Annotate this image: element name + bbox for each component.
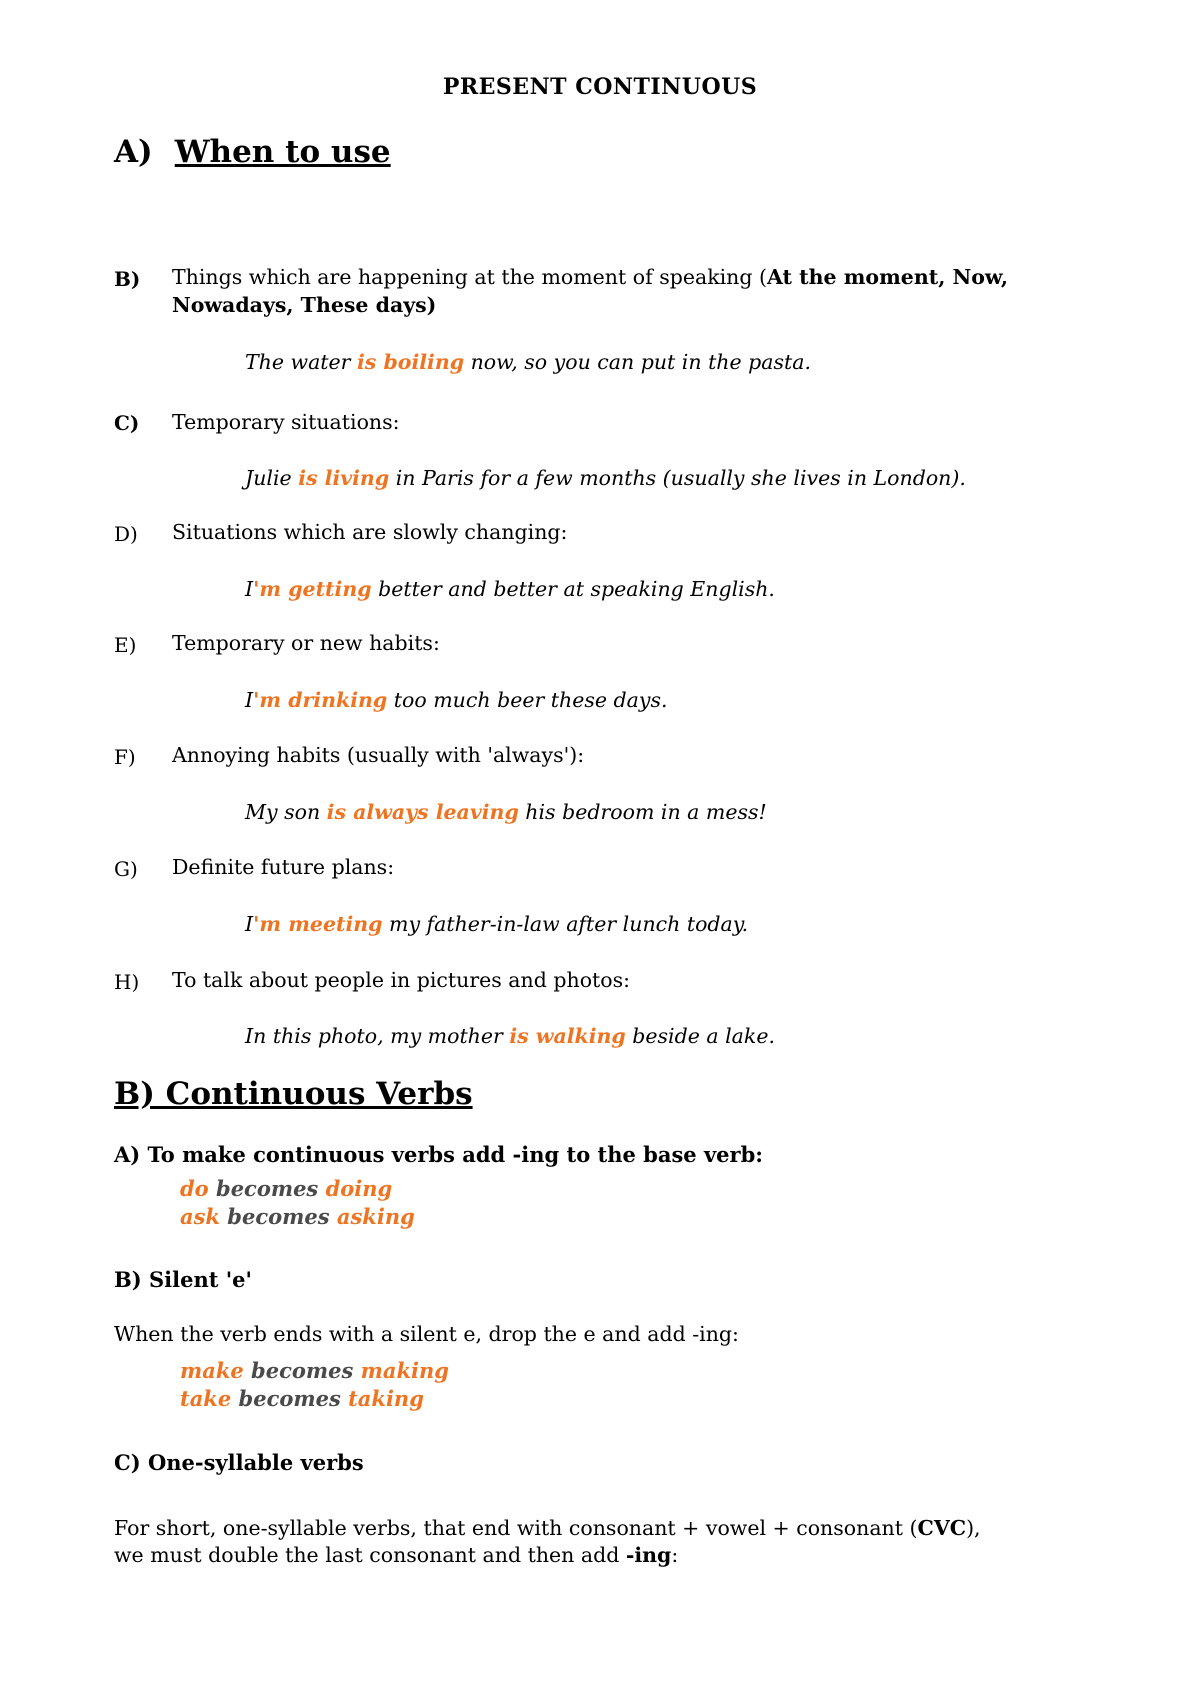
example-sentence: My son is always leaving his bedroom in a mess! [245,800,767,824]
page-title: PRESENT CONTINUOUS [442,74,758,100]
highlighted-verb: is always leaving [326,800,519,824]
use-description-line2 [172,293,436,317]
section-a-letter: A) [114,134,153,170]
highlighted-verb: is walking [509,1024,626,1048]
highlighted-verb: is boiling [356,350,465,374]
rule-b-heading: B) Silent 'e' [114,1267,252,1292]
use-label: E) [114,633,137,657]
use-label: H) [114,970,140,994]
example-sentence: Julie is living in Paris for a few months (usually she lives in London). [245,466,966,490]
rule-c-text-line1: For short, one-syllable verbs, that end with consonant + vowel + consonant (CVC), [114,1516,981,1540]
rule-a-heading: A) To make continuous verbs add -ing to the base verb: [114,1142,764,1167]
example-sentence: I'm drinking too much beer these days. [245,688,668,712]
verb-pair: take becomes taking [180,1386,424,1411]
verb-pair: ask becomes asking [180,1204,415,1229]
use-desc-text: Things which are happening at the moment of speaking ( [172,265,768,289]
highlighted-verb: is living [298,466,390,490]
example-sentence: In this photo, my mother is walking beside a lake. [245,1024,775,1048]
example-sentence: I'm meeting my father-in-law after lunch today. [245,912,749,936]
highlighted-verb: 'm getting [253,577,372,601]
use-desc-keywords: At the moment, Now, [767,265,1008,289]
use-description: To talk about people in pictures and photos: [172,968,631,992]
use-label: G) [114,857,138,881]
use-label: D) [114,522,138,546]
use-description: Annoying habits (usually with 'always'): [172,743,585,767]
rule-c-text-line2: we must double the last consonant and then add -ing: [114,1543,679,1567]
example-sentence: I'm getting better and better at speaking English. [245,577,775,601]
use-description [172,265,1008,289]
use-desc-keywords: Nowadays, These days) [172,293,437,317]
highlighted-verb: 'm meeting [253,912,383,936]
rule-c-heading: C) One-syllable verbs [114,1450,364,1475]
verb-pair: do becomes doing [180,1176,393,1201]
section-b-heading [114,1076,473,1112]
use-label: C) [114,411,140,435]
rule-b-text: When the verb ends with a silent e, drop the e and add -ing: [114,1322,739,1346]
verb-pair: make becomes making [180,1358,449,1383]
use-label: F) [114,745,136,769]
use-description: Definite future plans: [172,855,395,879]
use-description: Situations which are slowly changing: [172,520,568,544]
use-description: Temporary or new habits: [172,631,440,655]
use-description: Temporary situations: [172,410,400,434]
highlighted-verb: 'm drinking [253,688,388,712]
use-label: B) [114,267,141,291]
section-a-title: When to use [174,134,391,170]
section-a-heading [114,134,391,170]
section-b-title: B) Continuous Verbs [114,1076,473,1112]
example-sentence: The water is boiling now, so you can put in the pasta. [245,350,812,374]
